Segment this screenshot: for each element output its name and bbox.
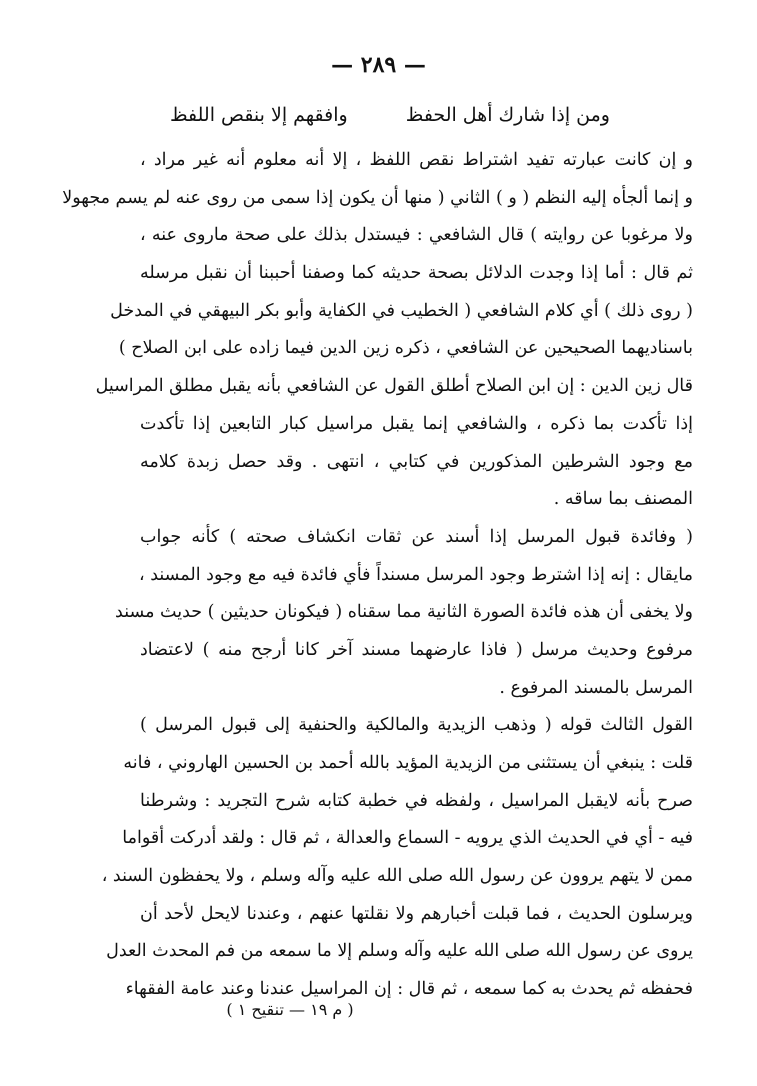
text-line: ولا يخفى أن هذه فائدة الصورة الثانية مما سقناه ( فيكونان حديثين ) حديث مسند [115, 602, 693, 623]
text-line: فحفظه ثم يحدث به كما سمعه ، ثم قال : إن المراسيل عندنا وعند عامة الفقهاء [125, 979, 693, 1000]
text-line: ثم قال : أما إذا وجدت الدلائل بصحة حديثه كما وصفنا أحببنا أن نقبل مرسله [140, 263, 693, 284]
text-line: مع وجود الشرطين المذكورين في كتابي ، انتهى . وقد حصل زبدة كلامه [140, 451, 693, 472]
text-line: باسناديهما الصحيحين عن الشافعي ، ذكره زين الدين فيما زاده على ابن الصلاح ) [118, 338, 693, 359]
text-line: مايقال : إنه إذا اشترط وجود المرسل مسنداً فأي فائدة فيه مع وجود المسند ، [138, 564, 693, 585]
text-line: المصنف بما ساقه . [553, 489, 693, 510]
page-number: — ٢٨٩ — [331, 52, 426, 78]
text-line: قلت : ينبغي أن يستثنى من الزيدية المؤيد بالله أحمد بن الحسين الهاروني ، فانه [123, 753, 693, 773]
text-line: ولا مرغوبا عن روايته ) قال الشافعي : فيستدل بذلك على صحة ماروى عنه ، [140, 225, 693, 246]
text-line: ( روى ذلك ) أي كلام الشافعي ( الخطيب في الكفاية وأبو بكر البيهقي في المدخل [110, 300, 693, 321]
text-line: و إن كانت عبارته تفيد اشتراط نقص اللفظ ، إلا أنه معلوم أنه غير مراد ، [140, 150, 693, 170]
text-line: صرح بأنه لايقبل المراسيل ، ولفظه في خطبة كتابه شرح التجريد : وشرطنا [140, 790, 693, 811]
text-line: إذا تأكدت بما ذكره ، والشافعي إنما يقبل مراسيل كبار التابعين إذا تأكدت [140, 413, 693, 434]
text-line: يروى عن رسول الله صلى الله عليه وآله وسلم إلا ما سمعه من فم المحدث العدل [106, 941, 693, 962]
text-line: القول الثالث قوله ( وذهب الزيدية والمالكية والحنفية إلى قبول المرسل ) [140, 715, 693, 736]
verse-line [170, 104, 610, 140]
verse-first-hemistich: ومن إذا شارك أهل الحفظ [405, 104, 610, 126]
text-line: ويرسلون الحديث ، فما قبلت أخبارهم ولا نقلتها عنهم ، وعندنا لايحل لأحد أن [140, 903, 693, 924]
text-line: فيه - أي في الحديث الذي يرويه - السماع والعدالة ، ثم قال : ولقد أدركت أقواما [122, 828, 693, 849]
text-line: و إنما ألجأه إليه النظم ( و ) الثاني ( منها أن يكون إذا سمى من روى عنه لم يسم مجهولا [62, 187, 693, 208]
verse-second-hemistich: وافقهم إلا بنقص اللفظ [170, 104, 348, 126]
text-line: قال زين الدين : إن ابن الصلاح أطلق القول عن الشافعي بأنه يقبل مطلق المراسيل [95, 376, 693, 397]
text-line: المرسل بالمسند المرفوع . [499, 677, 693, 698]
footer-signature: ( م ١٩ — تنقيح ١ ) [226, 1000, 354, 1019]
text-line: مرفوع وحديث مرسل ( فاذا عارضهما مسند آخر كانا أرجح منه ) لاعتضاد [140, 639, 693, 660]
text-line: ممن لا يتهم يروون عن رسول الله صلى الله عليه وآله وسلم ، ولا يحفظون السند ، [101, 866, 693, 887]
body-text [62, 142, 693, 1009]
text-line: ( وفائدة قبول المرسل إذا أسند عن ثقات انكشاف صحته ) كأنه جواب [140, 526, 693, 547]
